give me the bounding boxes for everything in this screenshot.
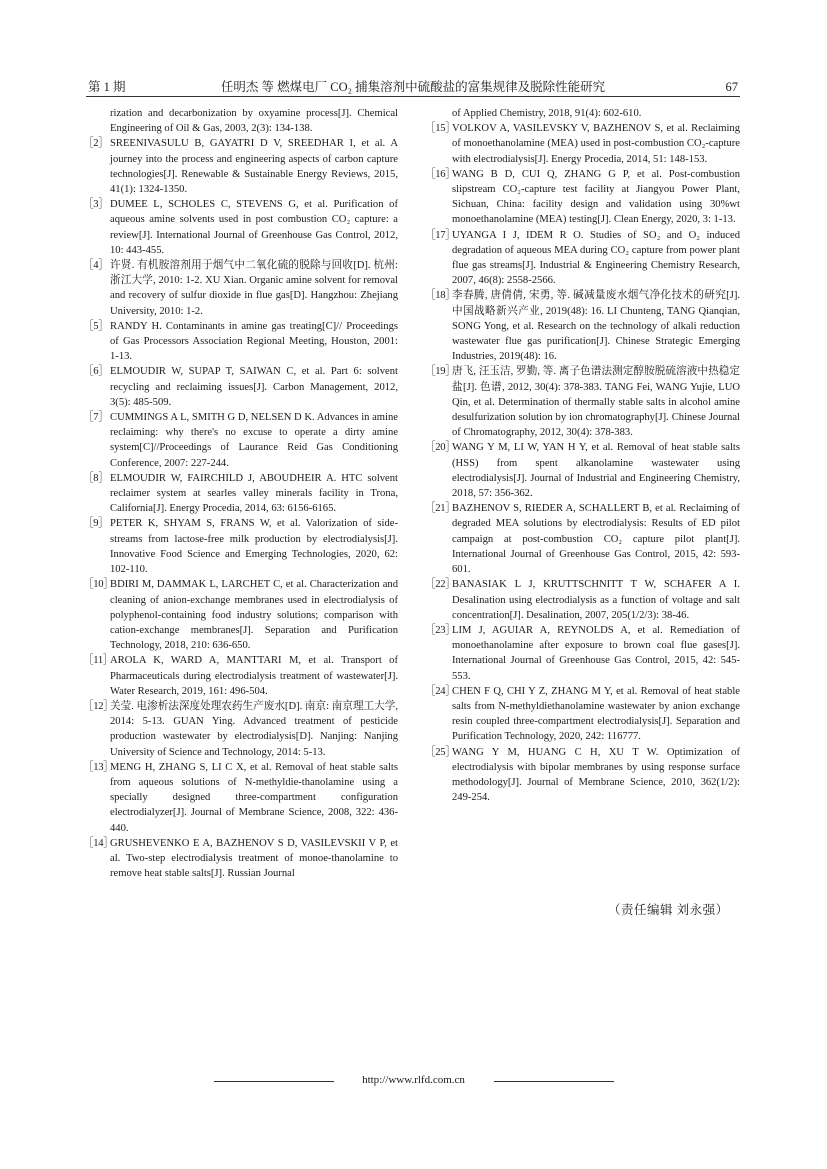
reference-text: BAZHENOV S, RIEDER A, SCHALLERT B, et al. Reclaiming of degraded MEA solutions by electrodialysis: Results of ED pilot campaign at post-combustion CO₂ capture pilot plant[J]. International Journal of Greenhouse Gas Control, 2015, 42: 593-601. <box>452 503 740 576</box>
reference-text: LIM J, AGUIAR A, REYNOLDS A, et al. Remediation of monoethanolamine after exposure to brown coal flue gases[J]. International Journal of Greenhouse Gas Control, 2015, 42: 545-553. <box>452 624 740 682</box>
footer-url[interactable]: http://www.rlfd.com.cn <box>362 1074 465 1086</box>
reference-text: BANASIAK L J, KRUTTSCHNITT T W, SCHAFER A I. Desalination using electrodialysis as a function of voltage and salt concentration[J]. Desalination, 2007, 205(1/2/3): 38-46. <box>452 579 740 621</box>
reference-text: ELMOUDIR W, SUPAP T, SAIWAN C, et al. Part 6: solvent recycling and reclaiming issues[J]. Carbon Management, 2012, 3(5): 485-509. <box>110 366 398 408</box>
reference-entry <box>425 288 740 364</box>
reference-text: WANG B D, CUI Q, ZHANG G P, et al. Post-combustion slipstream CO₂-capture test facility at Jiangyou Power Plant, Sichuan, China: facility design and validation using 30%wt monoethanolamine (MEA) testing[J]. Clean Energy, 2020, 3: 1-13. <box>452 168 740 226</box>
reference-text: BDIRI M, DAMMAK L, LARCHET C, et al. Characterization and cleaning of anion-exchange membranes used in electrodialysis of polyphenol-containing food industry solutions; comparison with cation-exchange membranes[J]. Separation and Purification Technology, 2018, 210: 636-650. <box>110 579 398 652</box>
reference-number: ［24］ <box>425 685 456 697</box>
reference-text: CHEN F Q, CHI Y Z, ZHANG M Y, et al. Removal of heat stable salts from N-methyldiethanolamine wastewater by anion exchange resin coupled three-compartment electrodialysis[J]. Separation and Purification Technology, 2020, 242: 116777. <box>452 685 740 743</box>
reference-text: WANG Y M, HUANG C H, XU T W. Optimization of electrodialysis with bipolar membranes by using response surface methodology[J]. Journal of Membrane Science, 2010, 362(1/2): 249-254. <box>452 746 740 804</box>
reference-entry <box>425 745 740 806</box>
reference-text: WANG Y M, LI W, YAN H Y, et al. Removal of heat stable salts (HSS) from spent alkanolamine wastewater using electrodialysis[J]. Journal of Industrial and Engineering Chemistry, 2018, 57: 356-362. <box>452 442 740 500</box>
reference-entry <box>425 623 740 684</box>
reference-number: ［4］ <box>83 260 109 272</box>
page-number: 67 <box>725 80 738 94</box>
reference-text: AROLA K, WARD A, MANTTARI M, et al. Transport of Pharmaceuticals during electrodialysis treatment of wastewater[J]. Water Research, 2019, 161: 496-504. <box>110 655 398 697</box>
reference-text: 关莹. 电渗析法深度处理农药生产废水[D]. 南京: 南京理工大学, 2014: 5-13. GUAN Ying. Advanced treatment of pesticide production wastewater by electrodialysis[D]. Nanjing: Nanjing University of Science and Technology, 2014: 5-13. <box>110 700 398 758</box>
reference-number: ［15］ <box>425 123 456 135</box>
reference-continuation <box>428 106 740 121</box>
reference-entry <box>83 471 398 517</box>
reference-number: ［10］ <box>83 579 114 591</box>
reference-entry <box>83 577 398 653</box>
reference-number: ［3］ <box>83 199 109 211</box>
reference-text: PETER K, SHYAM S, FRANS W, et al. Valorization of side-streams from lactose-free milk production by electrodialysis[J]. Innovative Food Science and Emerging Technologies, 2020, 62: 102-110. <box>110 518 398 576</box>
reference-text: VOLKOV A, VASILEVSKY V, BAZHENOV S, et al. Reclaiming of monoethanolamine (MEA) used in post-combustion CO₂-capture with electrodialysis[J]. Energy Procedia, 2014, 51: 148-153. <box>452 123 740 165</box>
reference-entry <box>425 167 740 228</box>
reference-text: GRUSHEVENKO E A, BAZHENOV S D, VASILEVSKII V P, et al. Two-step electrodialysis treatment of monoe-thanolamine to remove heat stable salts[J]. Russian Journal <box>110 837 398 880</box>
reference-text: MENG H, ZHANG S, LI C X, et al. Removal of heat stable salts from aqueous solutions of N-methyldie-thanolamine using a specially designed three-compartment configuration electrodialyzer[J]. Journal of Membrane Science, 2008, 322: 436-440. <box>110 761 398 834</box>
reference-continuation <box>86 106 398 136</box>
reference-text: UYANGA I J, IDEM R O. Studies of SO₂ and O₂ induced degradation of aqueous MEA during CO₂ capture from power plant flue gas streams[J]. Industrial & Engineering Chemistry Research, 2007, 46(8): 2558-2566. <box>452 229 740 287</box>
reference-number: ［25］ <box>425 746 456 758</box>
reference-number: ［16］ <box>425 168 456 180</box>
reference-entry <box>83 319 398 365</box>
reference-entry <box>83 197 398 258</box>
reference-entry <box>83 410 398 471</box>
running-header <box>86 78 740 97</box>
reference-text: ELMOUDIR W, FAIRCHILD J, ABOUDHEIR A. HTC solvent reclaimer system at searles valley minerals facility in Trona, California[J]. Energy Procedia, 2014, 63: 6156-6165. <box>110 472 398 515</box>
reference-text: 唐飞, 汪玉洁, 罗勤, 等. 离子色谱法测定醇胺脱硫溶液中热稳定盐[J]. 色谱, 2012, 30(4): 378-383. TANG Fei, WANG Yujie, LUO Qin, et al. Determination of thermally stable salts in alcohol amine desulfurization solution by ion chromatography[J]. Chinese Journal of Chromatography, 2012, 30(4): 378-383. <box>452 366 740 439</box>
reference-number: ［12］ <box>83 700 114 712</box>
reference-number: ［6］ <box>83 366 109 378</box>
reference-number: ［13］ <box>83 761 114 773</box>
reference-number: ［17］ <box>425 229 456 241</box>
reference-text: DUMEE L, SCHOLES C, STEVENS G, et al. Purification of aqueous amine solvents used in post combustion CO₂ capture: a review[J]. International Journal of Greenhouse Gas Control, 2012, 10: 443-455. <box>110 199 398 256</box>
reference-entry <box>83 699 398 760</box>
reference-number: ［19］ <box>425 366 456 378</box>
page-footer <box>0 1072 827 1092</box>
reference-text: CUMMINGS A L, SMITH G D, NELSEN D K. Advances in amine reclaiming: why there's no excuse to operate a dirty amine system[C]//Proceedings of Laurance Reid Gas Conditioning Conference, 2007: 227-244. <box>110 412 398 469</box>
reference-entry <box>83 760 398 836</box>
reference-entry <box>83 136 398 197</box>
reference-entry <box>425 440 740 501</box>
reference-text: RANDY H. Contaminants in amine gas treating[C]// Proceedings of Gas Processors Association Regional Meeting, Houston, 2001: 1-13. <box>110 320 398 363</box>
reference-number: ［20］ <box>425 442 456 454</box>
reference-column-left <box>83 106 398 881</box>
responsible-editor: （责任编辑 刘永强） <box>608 903 729 917</box>
reference-number: ［22］ <box>425 579 456 591</box>
reference-text: SREENIVASULU B, GAYATRI D V, SREEDHAR I, et al. A journey into the process and engineering aspects of carbon capture technologies[J]. Renewable & Sustainable Energy Reviews, 2015, 41(1): 1324-1350. <box>110 138 398 196</box>
reference-number: ［14］ <box>83 837 114 849</box>
reference-number: ［21］ <box>425 503 456 515</box>
reference-entry <box>425 684 740 745</box>
reference-column-right <box>425 106 740 805</box>
reference-entry <box>425 364 740 440</box>
reference-text: of Applied Chemistry, 2018, 91(4): 602-610. <box>452 108 642 119</box>
reference-entry <box>83 653 398 699</box>
reference-text: 许贤. 有机胺溶剂用于烟气中二氧化硫的脱除与回收[D]. 杭州: 浙江大学, 2010: 1-2. XU Xian. Organic amine solvent for removal and recovery of sulfur dioxide in flue gas[D]. Hangzhou: Zhejiang University, 2010: 1-2. <box>110 260 398 317</box>
reference-entry <box>83 364 398 410</box>
issue-label: 第 1 期 <box>88 80 126 94</box>
reference-number: ［9］ <box>83 518 109 530</box>
article-title: 任明杰 等 燃煤电厂 CO₂ 捕集溶剂中硫酸盐的富集规律及脱除性能研究 <box>220 80 606 94</box>
footer-rule-right <box>494 1081 614 1082</box>
reference-number: ［8］ <box>83 472 109 484</box>
reference-number: ［11］ <box>83 655 114 667</box>
reference-text: rization and decarbonization by oxyamine process[J]. Chemical Engineering of Oil & Gas, 2003, 2(3): 134-138. <box>110 108 398 135</box>
reference-entry <box>83 258 398 319</box>
reference-number: ［5］ <box>83 320 109 332</box>
reference-number: ［2］ <box>83 138 109 150</box>
reference-number: ［7］ <box>83 412 109 424</box>
reference-entry <box>83 516 398 577</box>
reference-entry <box>83 836 398 882</box>
reference-entry <box>425 228 740 289</box>
reference-text: 李春腾, 唐倩倩, 宋勇, 等. 碱减量废水烟气净化技术的研究[J]. 中国战略新兴产业, 2019(48): 16. LI Chunteng, TANG Qianqian, SONG Yong, et al. Research on the technology of alkali reduction wastewater flue gas purification[J]. Chinese Strategic Emerging Industries, 2019(48): 16. <box>452 290 740 363</box>
reference-entry <box>425 121 740 167</box>
reference-entry <box>425 501 740 577</box>
reference-number: ［18］ <box>425 290 456 302</box>
reference-number: ［23］ <box>425 624 456 636</box>
reference-entry <box>425 577 740 623</box>
